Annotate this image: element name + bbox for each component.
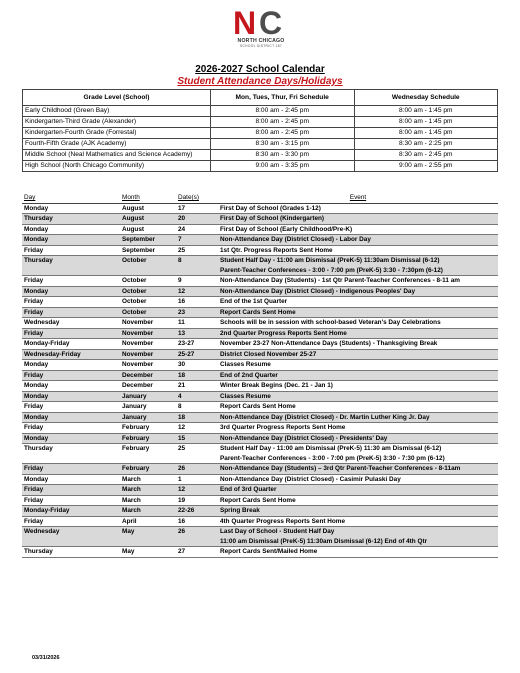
month-cell: August	[120, 214, 176, 225]
date-cell: 17	[176, 203, 218, 214]
event-cell	[218, 245, 498, 256]
date-cell: 27	[176, 547, 218, 558]
schedule-time-cell: 8:30 am - 3:30 pm	[210, 150, 354, 161]
month-cell: September	[120, 235, 176, 246]
month-cell: April	[120, 516, 176, 527]
event-text-line2: 11:00 am Dismissal (PreK-5) 11:30am Dismissal (6-12) End of 4th Qtr	[220, 537, 428, 545]
month-cell: May	[120, 527, 176, 547]
logo-letter-n: N	[233, 5, 254, 41]
day-cell: Friday	[22, 297, 120, 308]
event-cell	[218, 276, 498, 287]
event-text: Winter Break Begins (Dec. 21 - Jan 1)	[220, 382, 333, 389]
day-cell: Monday	[22, 433, 120, 444]
day-cell: Thursday	[22, 256, 120, 276]
event-text: End of 2nd Quarter	[220, 371, 278, 379]
event-text: Classes Resume	[220, 392, 271, 400]
event-text: Report Cards Sent Home	[220, 308, 296, 316]
event-cell	[218, 464, 498, 475]
calendar-row	[22, 433, 498, 444]
event-text-line2: Parent-Teacher Conferences - 3:00 - 7:00 pm (PreK-5) 3:30 - 7:30 pm (6-12)	[220, 454, 445, 462]
date-cell: 19	[176, 495, 218, 506]
date-cell: 12	[176, 485, 218, 496]
schedule-time-cell: 8:30 am - 3:15 pm	[210, 139, 354, 150]
event-text: Student Half Day - 11:00 am Dismissal (PreK-5) 11:30am Dismissal (6-12)	[220, 257, 440, 264]
event-cell	[218, 328, 498, 339]
event-text: Report Cards Sent Home	[220, 403, 296, 410]
date-cell: 25	[176, 444, 218, 464]
logo-letter-c: C	[259, 5, 283, 41]
day-cell: Friday	[22, 245, 120, 256]
event-text: End of 3rd Quarter	[220, 486, 277, 493]
logo-district-name: NORTH CHICAGO	[237, 38, 285, 44]
month-cell: August	[120, 203, 176, 214]
day-cell: Friday	[22, 495, 120, 506]
calendar-row	[22, 339, 498, 350]
schedule-time-cell: 8:00 am - 1:45 pm	[354, 117, 497, 128]
event-text: Classes Resume	[220, 361, 271, 368]
day-cell: Monday-Friday	[22, 339, 120, 350]
day-cell: Monday	[22, 235, 120, 246]
event-cell	[218, 381, 498, 392]
event-cell	[218, 412, 498, 423]
calendar-row	[22, 464, 498, 475]
calendar-row	[22, 214, 498, 225]
schedule-row	[23, 161, 498, 172]
day-cell: Monday	[22, 286, 120, 297]
event-cell	[218, 318, 498, 329]
month-cell: May	[120, 547, 176, 558]
calendar-row	[22, 256, 498, 276]
schedule-header-cell: Mon, Tues, Thur, Fri Schedule	[210, 90, 354, 106]
calendar-row	[22, 203, 498, 214]
event-text: District Closed November 25-27	[220, 350, 317, 358]
schedule-row	[23, 128, 498, 139]
day-cell: Friday	[22, 516, 120, 527]
event-text: Non-Attendance Day (Students) - 1st Qtr Parent-Teacher Conferences - 8-11 am	[220, 277, 460, 284]
date-cell: 12	[176, 286, 218, 297]
month-cell: November	[120, 349, 176, 360]
event-text: Last Day of School - Student Half Day	[220, 528, 335, 535]
grade-level-cell: Middle School (Neal Mathematics and Science Academy)	[23, 150, 211, 161]
date-cell: 1	[176, 474, 218, 485]
month-cell: February	[120, 444, 176, 464]
month-cell: October	[120, 307, 176, 318]
month-cell: September	[120, 245, 176, 256]
event-cell	[218, 485, 498, 496]
calendar-row	[22, 297, 498, 308]
event-text: 3rd Quarter Progress Reports Sent Home	[220, 424, 346, 431]
event-cell	[218, 339, 498, 350]
event-text: November 23-27 Non-Attendance Days (Students) - Thanksgiving Break	[220, 340, 438, 347]
calendar-row	[22, 318, 498, 329]
calendar-table	[22, 193, 498, 558]
date-cell: 4	[176, 391, 218, 402]
month-cell: October	[120, 286, 176, 297]
date-cell: 18	[176, 412, 218, 423]
event-cell	[218, 474, 498, 485]
month-cell: October	[120, 256, 176, 276]
event-text: Non-Attendance Day (District Closed) - Dr. Martin Luther King Jr. Day	[220, 413, 430, 421]
event-cell	[218, 527, 498, 547]
grade-level-cell: High School (North Chicago Community)	[23, 161, 211, 172]
day-cell: Friday	[22, 423, 120, 434]
day-cell: Wednesday-Friday	[22, 349, 120, 360]
calendar-row	[22, 391, 498, 402]
date-cell: 18	[176, 370, 218, 381]
calendar-row	[22, 370, 498, 381]
schedule-time-cell: 9:00 am - 2:55 pm	[354, 161, 497, 172]
event-cell	[218, 516, 498, 527]
calendar-row	[22, 349, 498, 360]
calendar-row	[22, 276, 498, 287]
day-cell: Wednesday	[22, 318, 120, 329]
date-cell: 9	[176, 276, 218, 287]
month-cell: November	[120, 360, 176, 371]
month-cell: October	[120, 276, 176, 287]
event-cell	[218, 286, 498, 297]
event-cell	[218, 297, 498, 308]
event-text: First Day of School (Early Childhood/Pre-K)	[220, 225, 353, 233]
date-cell: 8	[176, 256, 218, 276]
calendar-header-row	[22, 193, 498, 203]
event-cell	[218, 224, 498, 235]
schedule-row	[23, 106, 498, 117]
calendar-header-cell: Event	[218, 193, 498, 203]
day-cell: Monday	[22, 412, 120, 423]
date-cell: 23	[176, 307, 218, 318]
date-cell: 16	[176, 516, 218, 527]
day-cell: Thursday	[22, 547, 120, 558]
month-cell: January	[120, 402, 176, 413]
event-cell	[218, 235, 498, 246]
event-cell	[218, 203, 498, 214]
event-text: First Day of School (Kindergarten)	[220, 215, 325, 222]
calendar-row	[22, 485, 498, 496]
event-cell	[218, 506, 498, 517]
schedule-row	[23, 150, 498, 161]
month-cell: December	[120, 370, 176, 381]
date-cell: 24	[176, 224, 218, 235]
day-cell: Friday	[22, 328, 120, 339]
month-cell: March	[120, 495, 176, 506]
event-text: Non-Attendance Day (District Closed) - Casimir Pulaski Day	[220, 475, 401, 483]
grade-level-cell: Fourth-Fifth Grade (AJK Academy)	[23, 139, 211, 150]
schedule-row	[23, 139, 498, 150]
event-text: Report Cards Sent Home	[220, 496, 296, 504]
schedule-time-cell: 8:00 am - 1:45 pm	[354, 128, 497, 139]
page-title: 2026-2027 School Calendar	[195, 64, 325, 75]
schedule-time-cell: 8:30 am - 2:25 pm	[354, 139, 497, 150]
calendar-row	[22, 286, 498, 297]
day-cell: Friday	[22, 485, 120, 496]
footer-date: 03/31/2026	[32, 655, 60, 661]
schedule-time-cell: 8:00 am - 2:45 pm	[210, 128, 354, 139]
event-text: First Day of School (Grades 1-12)	[220, 204, 321, 212]
event-text: Student Half Day - 11:00 am Dismissal (PreK-5) 11:30 am Dismissal (6-12)	[220, 445, 442, 452]
date-cell: 7	[176, 235, 218, 246]
schedule-time-cell: 8:30 am - 2:45 pm	[354, 150, 497, 161]
date-cell: 8	[176, 402, 218, 413]
event-text: Spring Break	[220, 507, 260, 514]
date-cell: 13	[176, 328, 218, 339]
calendar-row	[22, 474, 498, 485]
page-subtitle: Student Attendance Days/Holidays	[177, 76, 343, 87]
event-cell	[218, 214, 498, 225]
day-cell: Monday-Friday	[22, 506, 120, 517]
month-cell: December	[120, 381, 176, 392]
month-cell: October	[120, 297, 176, 308]
date-cell: 26	[176, 464, 218, 475]
date-cell: 20	[176, 214, 218, 225]
schedule-time-cell: 9:00 am - 3:35 pm	[210, 161, 354, 172]
schedule-row	[23, 117, 498, 128]
month-cell: January	[120, 391, 176, 402]
day-cell: Wednesday	[22, 527, 120, 547]
month-cell: January	[120, 412, 176, 423]
date-cell: 30	[176, 360, 218, 371]
grade-level-cell: Kindergarten-Third Grade (Alexander)	[23, 117, 211, 128]
date-cell: 15	[176, 433, 218, 444]
month-cell: March	[120, 485, 176, 496]
day-cell: Friday	[22, 307, 120, 318]
day-cell: Monday	[22, 474, 120, 485]
day-cell: Friday	[22, 370, 120, 381]
schedule-time-cell: 8:00 am - 2:45 pm	[210, 106, 354, 117]
event-cell	[218, 360, 498, 371]
month-cell: November	[120, 318, 176, 329]
day-cell: Friday	[22, 464, 120, 475]
event-text: Non-Attendance Day (District Closed) - Labor Day	[220, 236, 371, 243]
event-text: Report Cards Sent/Mailed Home	[220, 548, 318, 555]
calendar-row	[22, 516, 498, 527]
calendar-header-cell: Date(s)	[176, 193, 218, 203]
schedule-header-row	[23, 90, 498, 106]
date-cell: 25	[176, 245, 218, 256]
schedule-header-cell: Wednesday Schedule	[354, 90, 497, 106]
date-cell: 21	[176, 381, 218, 392]
month-cell: February	[120, 464, 176, 475]
month-cell: February	[120, 423, 176, 434]
event-cell	[218, 370, 498, 381]
date-cell: 16	[176, 297, 218, 308]
schedule-time-cell: 8:00 am - 1:45 pm	[354, 106, 497, 117]
event-cell	[218, 402, 498, 413]
event-text: Non-Attendance Day (District Closed) - Presidents' Day	[220, 434, 388, 442]
calendar-row	[22, 495, 498, 506]
schedule-table	[22, 89, 498, 172]
event-cell	[218, 547, 498, 558]
schedule-header-cell: Grade Level (School)	[23, 90, 211, 106]
calendar-row	[22, 412, 498, 423]
month-cell: August	[120, 224, 176, 235]
day-cell: Monday	[22, 224, 120, 235]
logo-district-sub: SCHOOL DISTRICT 187	[240, 44, 282, 48]
month-cell: November	[120, 328, 176, 339]
calendar-row	[22, 224, 498, 235]
day-cell: Friday	[22, 402, 120, 413]
event-text: Non-Attendance Day (District Closed) - Indigenous Peoples' Day	[220, 287, 416, 295]
grade-level-cell: Early Childhood (Green Bay)	[23, 106, 211, 117]
calendar-header-cell: Month	[120, 193, 176, 203]
day-cell: Thursday	[22, 444, 120, 464]
calendar-row	[22, 444, 498, 464]
event-cell	[218, 495, 498, 506]
grade-level-cell: Kindergarten-Fourth Grade (Forrestal)	[23, 128, 211, 139]
event-cell	[218, 433, 498, 444]
event-text: Schools will be in session with school-based Veteran's Day Celebrations	[220, 319, 441, 326]
event-cell	[218, 444, 498, 464]
schedule-time-cell: 8:00 am - 2:45 pm	[210, 117, 354, 128]
calendar-row	[22, 402, 498, 413]
date-cell: 22-26	[176, 506, 218, 517]
date-cell: 23-27	[176, 339, 218, 350]
event-text: Non-Attendance Day (Students) – 3rd Qtr Parent-Teacher Conferences - 8-11am	[220, 465, 461, 472]
calendar-row	[22, 245, 498, 256]
calendar-row	[22, 360, 498, 371]
event-cell	[218, 256, 498, 276]
day-cell: Monday	[22, 203, 120, 214]
event-text: End of the 1st Quarter	[220, 298, 288, 305]
event-text-line2: Parent-Teacher Conferences - 3:00 - 7:00 pm (PreK-5) 3:30 - 7:30pm (6-12)	[220, 266, 443, 274]
day-cell: Monday	[22, 381, 120, 392]
day-cell: Thursday	[22, 214, 120, 225]
day-cell: Monday	[22, 360, 120, 371]
event-text: 4th Quarter Progress Reports Sent Home	[220, 517, 346, 525]
calendar-header-cell: Day	[22, 193, 120, 203]
district-logo	[228, 5, 294, 54]
date-cell: 26	[176, 527, 218, 547]
calendar-row	[22, 381, 498, 392]
event-cell	[218, 391, 498, 402]
event-cell	[218, 423, 498, 434]
calendar-row	[22, 423, 498, 434]
calendar-row	[22, 235, 498, 246]
day-cell: Friday	[22, 276, 120, 287]
calendar-row	[22, 527, 498, 547]
calendar-row	[22, 328, 498, 339]
month-cell: February	[120, 433, 176, 444]
calendar-row	[22, 547, 498, 558]
date-cell: 11	[176, 318, 218, 329]
event-text: 2nd Quarter Progress Reports Sent Home	[220, 329, 347, 337]
date-cell: 25-27	[176, 349, 218, 360]
day-cell: Monday	[22, 391, 120, 402]
month-cell: November	[120, 339, 176, 350]
event-cell	[218, 349, 498, 360]
calendar-row	[22, 307, 498, 318]
date-cell: 12	[176, 423, 218, 434]
month-cell: March	[120, 474, 176, 485]
month-cell: March	[120, 506, 176, 517]
calendar-row	[22, 506, 498, 517]
event-text: 1st Qtr. Progress Reports Sent Home	[220, 246, 333, 254]
event-cell	[218, 307, 498, 318]
